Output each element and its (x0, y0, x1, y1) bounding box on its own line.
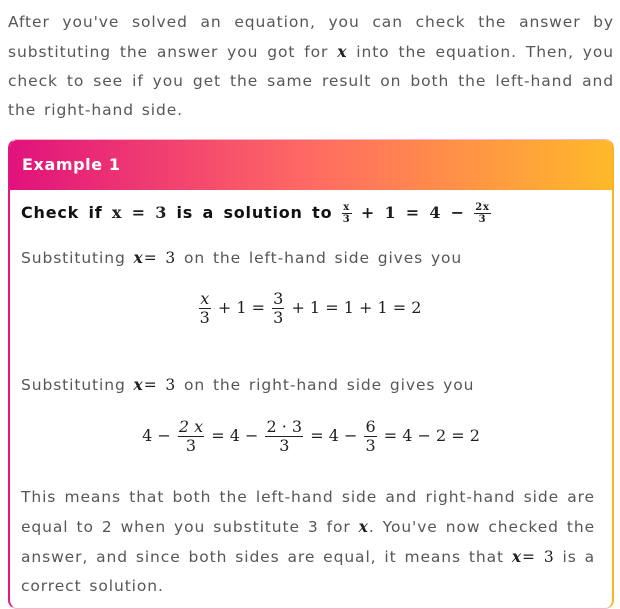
intro-text-1: After you've solved an equation, you can check the answer by substituting the answer you got for (8, 13, 614, 61)
question-prefix: Check if (21, 203, 103, 222)
example-question (21, 202, 491, 225)
rhs-fraction-2: $\frac{2 \cdot 3}{3}$ (266, 417, 303, 455)
conclusion-paragraph: This means that both the left-hand side and right-hand side are equal to 2 when you substitute 3 for x. You've now checked the answer, and since both sides are equal, it means that x= 3 is a correct solution. (21, 488, 596, 595)
example-card (8, 139, 614, 609)
question-condition: x = 3 (111, 203, 168, 222)
question-equation-middle: + 1 = 4 − (360, 203, 465, 222)
lhs-equation: $\frac{x}{3}$ + 1 = $\frac{3}{3}$ + 1 = 1 + 1 = 2 (199, 289, 422, 327)
question-fraction-2: $\frac{2x}{3}$ (475, 202, 490, 225)
example-header: Example 1 (10, 140, 612, 190)
intro-paragraph (8, 8, 614, 125)
rhs-fraction-1: $\frac{2 x}{3}$ (178, 417, 204, 455)
question-middle: is a solution to (176, 203, 333, 222)
lhs-fraction-1: $\frac{x}{3}$ (199, 289, 210, 327)
intro-text-2: into the equation. Then, you check to see if you get the same result on both the left-hand and the right-hand side. (8, 43, 614, 119)
rhs-intro: Substituting x= 3 on the right-hand side gives you (21, 375, 475, 394)
rhs-fraction-3: $\frac{6}{3}$ (365, 417, 376, 455)
lhs-fraction-2: $\frac{3}{3}$ (273, 289, 284, 327)
question-fraction-1: $\frac{x}{3}$ (342, 202, 351, 225)
lhs-intro: Substituting x= 3 on the left-hand side gives you (21, 248, 463, 267)
rhs-equation: 4 − $\frac{2 x}{3}$ = 4 − $\frac{2 \cdot 3}{3}$ = 4 − $\frac{6}{3}$ = 4 − 2 = 2 (142, 417, 480, 455)
intro-variable: x (337, 42, 348, 61)
